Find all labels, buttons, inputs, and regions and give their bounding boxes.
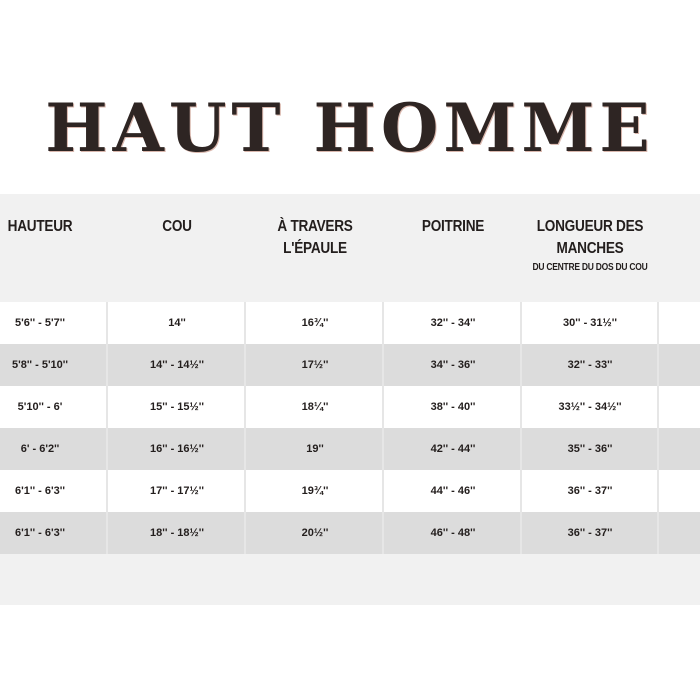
page-title: HAUT HOMME <box>45 89 655 167</box>
cell-poitrine: 34'' - 36'' <box>430 359 476 371</box>
cell-epaule: 17½'' <box>301 359 329 371</box>
header-cou <box>118 216 235 238</box>
header-label: À TRAVERS L'ÉPAULE <box>277 218 353 257</box>
cell-cou: 15'' - 15½'' <box>150 401 204 413</box>
header-label: LONGUEUR DES MANCHES <box>536 218 644 257</box>
cell-poitrine: 42'' - 44'' <box>430 443 476 455</box>
header-label: POITRINE <box>421 218 485 235</box>
cell-cou: 14'' <box>168 317 186 329</box>
header-hauteur <box>6 216 74 238</box>
table-header <box>0 194 700 302</box>
cell-cou: 16'' - 16½'' <box>150 443 204 455</box>
cell-poitrine: 44'' - 46'' <box>430 485 476 497</box>
cell-cou: 17'' - 17½'' <box>150 485 204 497</box>
cell-longueur-manches: 30'' - 31½'' <box>563 317 617 329</box>
cell-poitrine: 32'' - 34'' <box>430 317 476 329</box>
column-divider <box>382 302 384 554</box>
cell-hauteur: 6'1'' - 6'3'' <box>15 527 65 539</box>
cell-longueur-manches: 33½'' - 34½'' <box>558 401 622 413</box>
header-label: HAUTEUR <box>7 218 73 235</box>
header-sublabel: DU CENTRE DU DOS DU COU <box>532 262 648 273</box>
cell-hauteur: 6'1'' - 6'3'' <box>15 485 65 497</box>
cell-hauteur: 5'8'' - 5'10'' <box>11 359 69 371</box>
size-chart-table <box>0 194 700 605</box>
header-label: COU <box>162 218 192 235</box>
cell-epaule: 18¼'' <box>301 401 329 413</box>
cell-hauteur: 5'10'' - 6' <box>17 401 63 413</box>
cell-longueur-manches: 36'' - 37'' <box>567 527 613 539</box>
cell-epaule: 19'' <box>306 443 324 455</box>
column-divider <box>657 302 659 554</box>
cell-hauteur: 6' - 6'2'' <box>20 443 60 455</box>
table-row <box>0 512 700 554</box>
cell-longueur-manches: 35'' - 36'' <box>567 443 613 455</box>
header-epaule <box>256 216 373 260</box>
cell-cou: 14'' - 14½'' <box>150 359 204 371</box>
cell-epaule: 20½'' <box>301 527 329 539</box>
table-row <box>0 344 700 386</box>
cell-cou: 18'' - 18½'' <box>150 527 204 539</box>
cell-poitrine: 38'' - 40'' <box>430 401 476 413</box>
table-row <box>0 428 700 470</box>
cell-longueur-manches: 36'' - 37'' <box>567 485 613 497</box>
column-divider <box>520 302 522 554</box>
table-row <box>0 470 700 512</box>
header-longueur-manches <box>532 216 648 273</box>
cell-epaule: 16¾'' <box>301 317 329 329</box>
table-row <box>0 302 700 344</box>
cell-hauteur: 5'6'' - 5'7'' <box>15 317 65 329</box>
header-poitrine <box>394 216 511 238</box>
cell-poitrine: 46'' - 48'' <box>430 527 476 539</box>
cell-longueur-manches: 32'' - 33'' <box>567 359 613 371</box>
column-divider <box>244 302 246 554</box>
table-row <box>0 386 700 428</box>
column-divider <box>106 302 108 554</box>
cell-epaule: 19¾'' <box>301 485 329 497</box>
